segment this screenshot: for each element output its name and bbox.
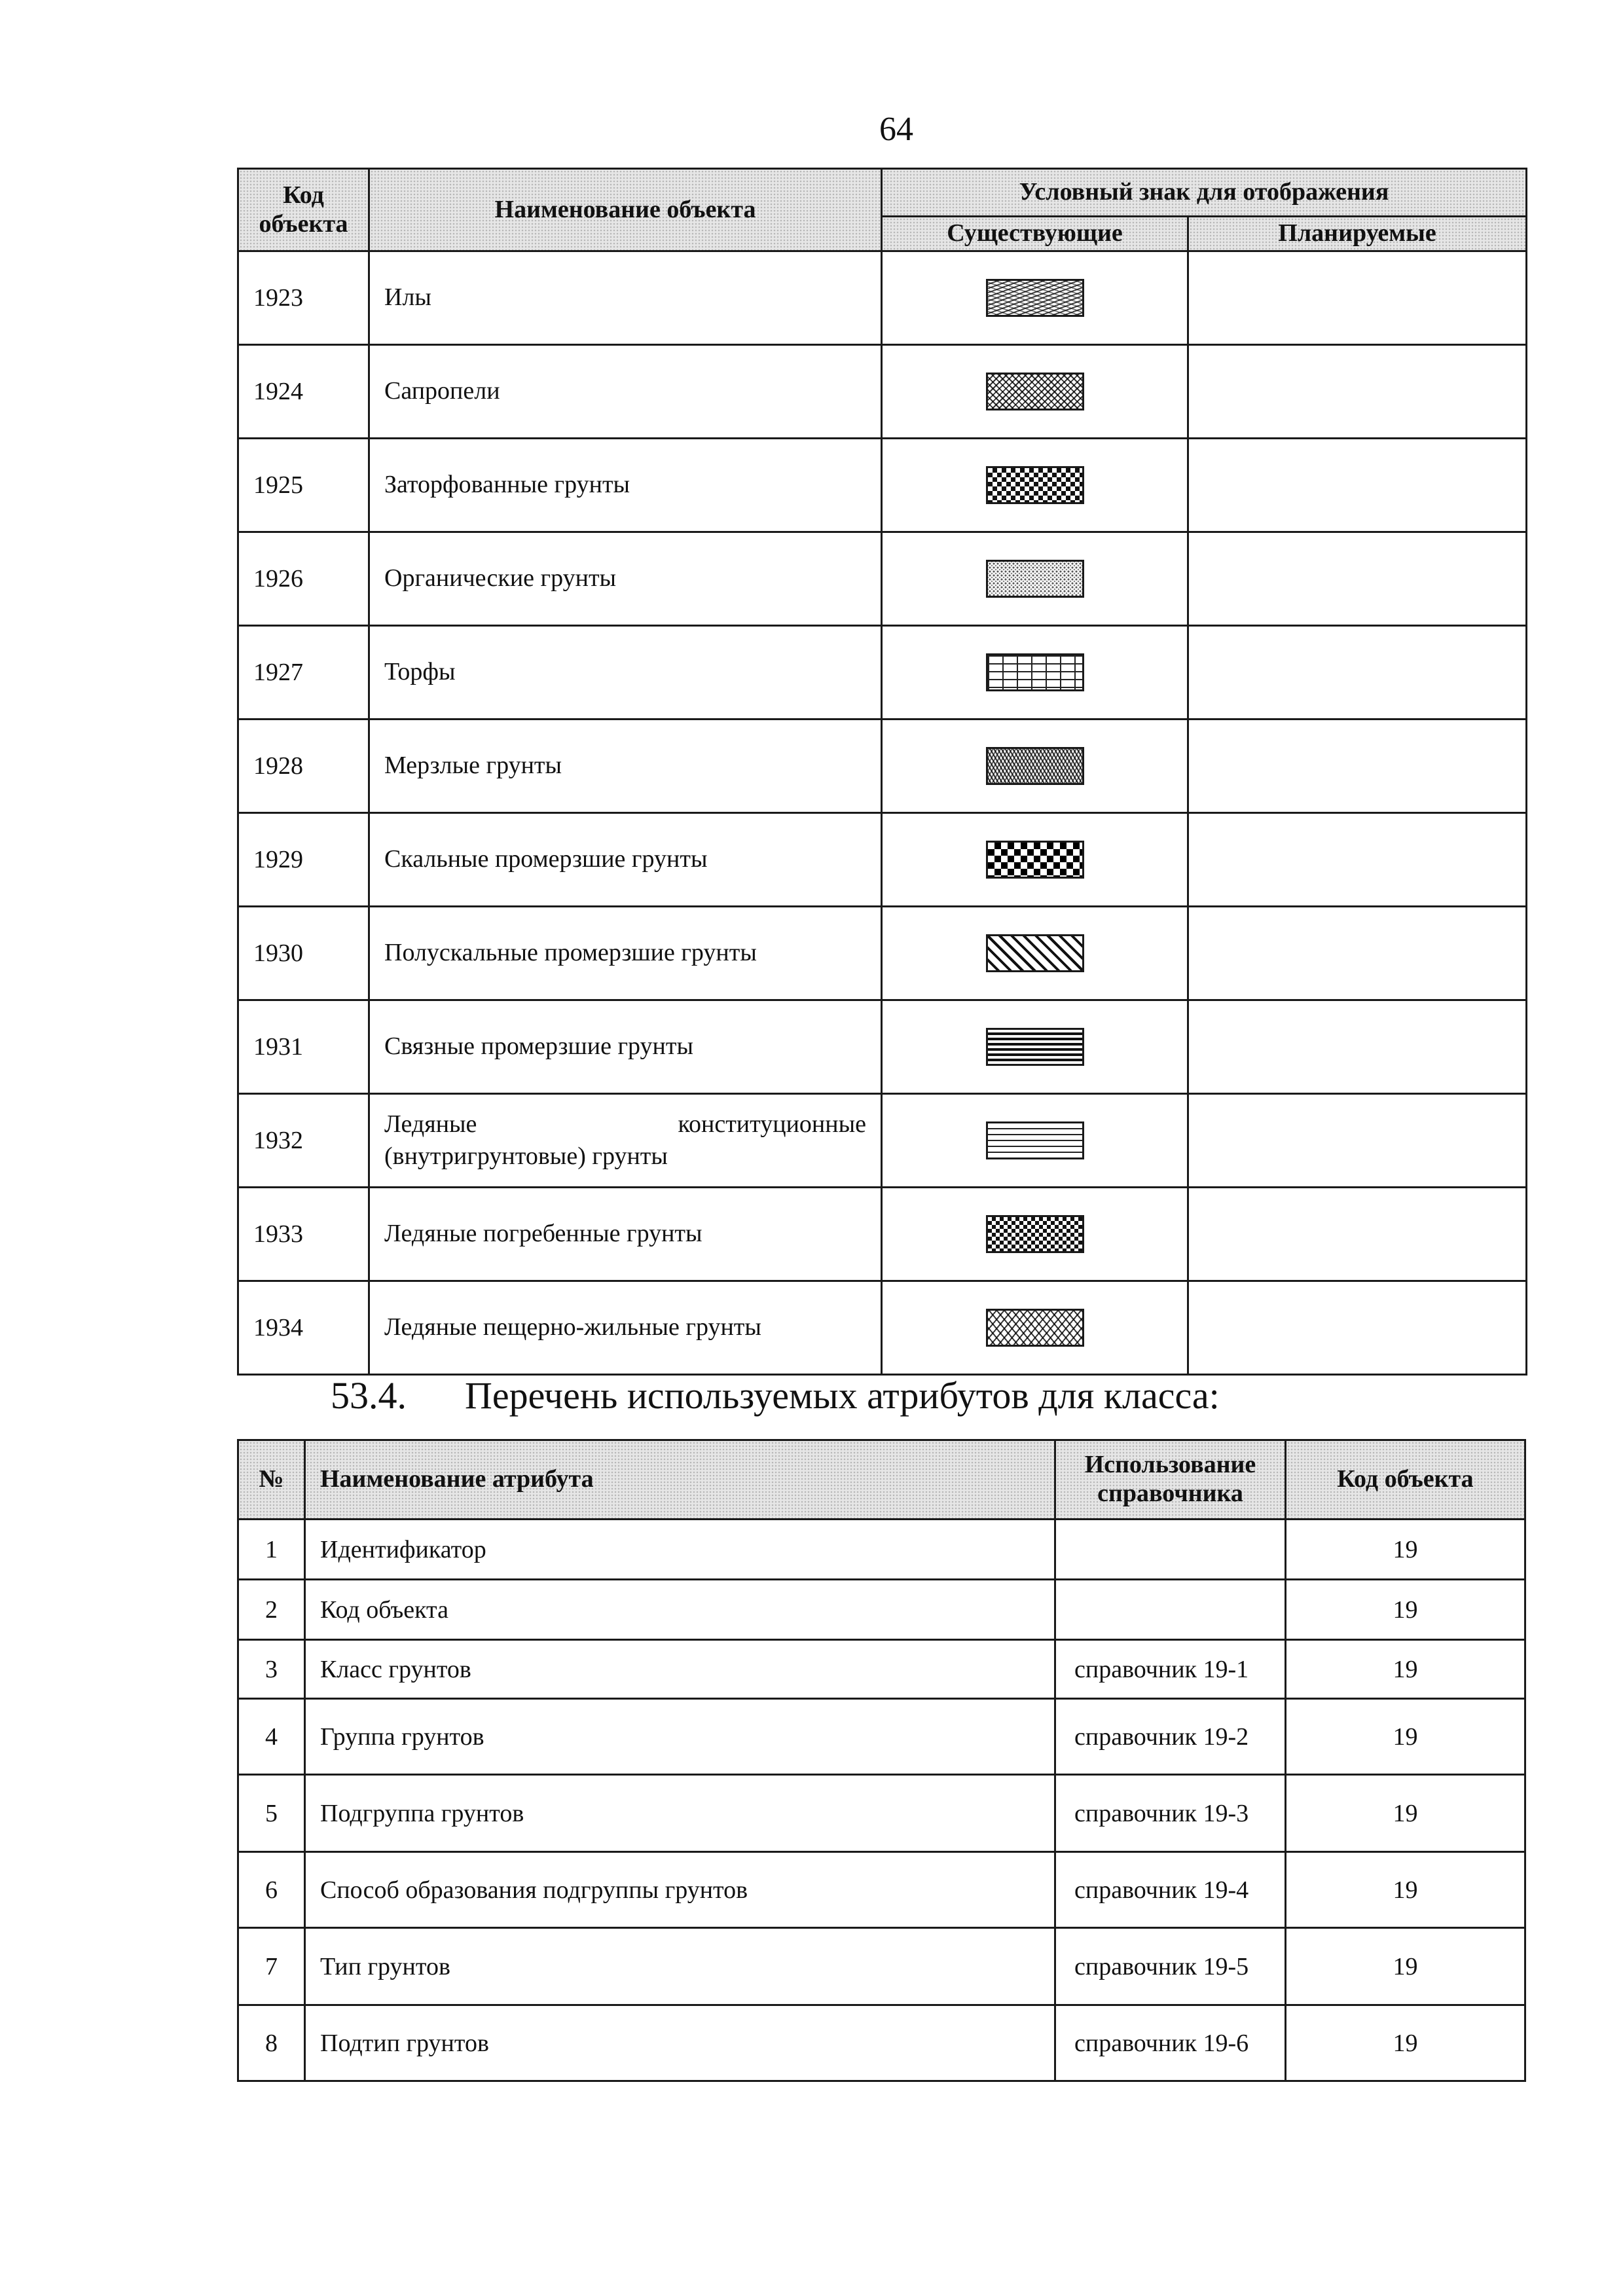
attribute-reference: справочник 19-3 [1055, 1775, 1286, 1852]
organic-pattern-symbol [986, 560, 1084, 598]
attribute-reference: справочник 19-5 [1055, 1928, 1286, 2005]
object-name-part2: конституционные [678, 1110, 866, 1138]
skal-pattern-symbol [986, 841, 1084, 879]
attribute-num: 7 [238, 1928, 305, 2005]
attribute-reference: справочник 19-1 [1055, 1640, 1286, 1699]
torf-pattern-symbol [986, 653, 1084, 691]
object-name: Ледяные погребенные грунты [369, 1188, 882, 1281]
table-row [238, 1520, 1525, 1580]
table-row [238, 1928, 1525, 2005]
section-number: 53.4. [331, 1374, 407, 1417]
ledkonst-pattern-symbol [986, 1121, 1084, 1159]
attribute-name: Группа грунтов [305, 1699, 1055, 1775]
symbols-table [237, 168, 1527, 1376]
attribute-code: 19 [1286, 1775, 1525, 1852]
table-row [238, 720, 1527, 813]
section-heading [331, 1374, 1220, 1417]
attribute-name: Код объекта [305, 1580, 1055, 1640]
attribute-num: 1 [238, 1520, 305, 1580]
table-row [238, 1699, 1525, 1775]
attribute-num: 8 [238, 2005, 305, 2081]
attribute-reference: справочник 19-2 [1055, 1699, 1286, 1775]
attribute-code: 19 [1286, 1699, 1525, 1775]
attribute-num: 3 [238, 1640, 305, 1699]
object-code: 1932 [238, 1094, 369, 1188]
merzl-pattern-symbol [986, 747, 1084, 785]
planned-cell [1188, 439, 1527, 532]
object-code: 1923 [238, 251, 369, 345]
ily-pattern-symbol [986, 279, 1084, 317]
table-row [238, 345, 1527, 439]
object-code: 1929 [238, 813, 369, 907]
ledpeshch-pattern-symbol [986, 1309, 1084, 1347]
sapropel-pattern-symbol [986, 373, 1084, 410]
table-row [238, 1281, 1527, 1375]
table-row [238, 626, 1527, 720]
table-row [238, 1852, 1525, 1928]
object-name: Сапропели [369, 345, 882, 439]
header-num: № [238, 1440, 305, 1520]
page-number: 64 [879, 111, 913, 148]
attribute-reference [1055, 1580, 1286, 1640]
attribute-reference: справочник 19-4 [1055, 1852, 1286, 1928]
attribute-name: Тип грунтов [305, 1928, 1055, 2005]
table-row [238, 907, 1527, 1000]
attribute-name: Подтип грунтов [305, 2005, 1055, 2081]
object-name-part1: Ледяные [384, 1110, 477, 1138]
object-name: Торфы [369, 626, 882, 720]
object-code: 1924 [238, 345, 369, 439]
header-reference: Использование справочника [1055, 1440, 1286, 1520]
attribute-num: 5 [238, 1775, 305, 1852]
header-name: Наименование объекта [369, 169, 882, 251]
header-code: Код объекта [238, 169, 369, 251]
object-name-line2: (внутригрунтовые) грунты [384, 1142, 668, 1170]
attribute-reference: справочник 19-6 [1055, 2005, 1286, 2081]
planned-cell [1188, 1281, 1527, 1375]
table-row [238, 813, 1527, 907]
object-name: Заторфованные грунты [369, 439, 882, 532]
header-existing: Существующие [882, 217, 1188, 251]
attribute-code: 19 [1286, 1640, 1525, 1699]
attribute-name: Класс грунтов [305, 1640, 1055, 1699]
table-row [238, 1000, 1527, 1094]
zatorf-pattern-symbol [986, 466, 1084, 504]
table-row [238, 1775, 1525, 1852]
planned-cell [1188, 626, 1527, 720]
planned-cell [1188, 251, 1527, 345]
attribute-code: 19 [1286, 1852, 1525, 1928]
planned-cell [1188, 532, 1527, 626]
planned-cell [1188, 1000, 1527, 1094]
object-code: 1927 [238, 626, 369, 720]
object-name [369, 1094, 882, 1188]
object-code: 1934 [238, 1281, 369, 1375]
object-name: Ледяные пещерно-жильные грунты [369, 1281, 882, 1375]
attribute-num: 4 [238, 1699, 305, 1775]
attribute-code: 19 [1286, 1520, 1525, 1580]
object-code: 1926 [238, 532, 369, 626]
table-row [238, 2005, 1525, 2081]
planned-cell [1188, 813, 1527, 907]
table-row [238, 1580, 1525, 1640]
object-name: Связные промерзшие грунты [369, 1000, 882, 1094]
object-code: 1931 [238, 1000, 369, 1094]
attribute-name: Способ образования подгруппы грунтов [305, 1852, 1055, 1928]
attribute-reference [1055, 1520, 1286, 1580]
object-code: 1933 [238, 1188, 369, 1281]
object-name: Органические грунты [369, 532, 882, 626]
header-object-code: Код объекта [1286, 1440, 1525, 1520]
svyaz-pattern-symbol [986, 1028, 1084, 1066]
ledpogreb-pattern-symbol [986, 1215, 1084, 1253]
attribute-num: 6 [238, 1852, 305, 1928]
attribute-code: 19 [1286, 2005, 1525, 2081]
attributes-table [237, 1439, 1526, 2082]
planned-cell [1188, 1188, 1527, 1281]
planned-cell [1188, 345, 1527, 439]
header-planned: Планируемые [1188, 217, 1527, 251]
object-code: 1928 [238, 720, 369, 813]
table-row [238, 439, 1527, 532]
planned-cell [1188, 907, 1527, 1000]
planned-cell [1188, 720, 1527, 813]
object-name: Скальные промерзшие грунты [369, 813, 882, 907]
attribute-num: 2 [238, 1580, 305, 1640]
table-row [238, 532, 1527, 626]
table-row [238, 1094, 1527, 1188]
table-row [238, 1640, 1525, 1699]
planned-cell [1188, 1094, 1527, 1188]
attribute-code: 19 [1286, 1928, 1525, 2005]
object-name: Мерзлые грунты [369, 720, 882, 813]
attribute-code: 19 [1286, 1580, 1525, 1640]
table-row [238, 251, 1527, 345]
object-code: 1925 [238, 439, 369, 532]
table-row [238, 1188, 1527, 1281]
object-name: Полускальные промерзшие грунты [369, 907, 882, 1000]
header-symbol-group: Условный знак для отображения [882, 169, 1527, 217]
object-code: 1930 [238, 907, 369, 1000]
section-title: Перечень используемых атрибутов для класса: [465, 1374, 1220, 1417]
attribute-name: Идентификатор [305, 1520, 1055, 1580]
header-attribute-name: Наименование атрибута [305, 1440, 1055, 1520]
poluskal-pattern-symbol [986, 934, 1084, 972]
object-name: Илы [369, 251, 882, 345]
attribute-name: Подгруппа грунтов [305, 1775, 1055, 1852]
